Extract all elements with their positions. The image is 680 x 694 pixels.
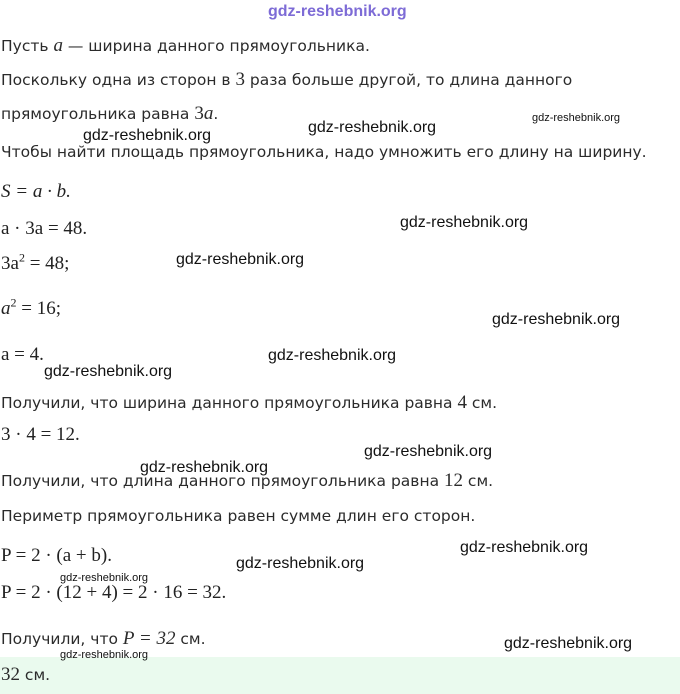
- answer: [1, 664, 50, 686]
- watermark: gdz-reshebnik.org: [83, 127, 212, 144]
- line-2-post: раза больше другой, то длина данного: [245, 71, 573, 89]
- watermark: gdz-reshebnik.org: [140, 459, 269, 476]
- watermark: gdz-reshebnik.org: [44, 363, 173, 380]
- line-3-var: a: [203, 103, 214, 124]
- line-4: Чтобы найти площадь прямоугольника, надо умножить его длину на ширину.: [1, 143, 647, 161]
- formula-a-value: a = 4.: [1, 344, 44, 365]
- line-2-pre: Поскольку одна из сторон в: [1, 71, 236, 89]
- line-3-post: .: [213, 105, 219, 123]
- formula-product: a · 3a = 48.: [1, 218, 88, 239]
- line-width-num: 4: [457, 392, 467, 413]
- line-1: [1, 35, 370, 57]
- line-width-post: см.: [466, 394, 498, 412]
- site-header-watermark: gdz-reshebnik.org: [268, 3, 407, 20]
- line-length-num: 12: [444, 470, 463, 491]
- watermark: gdz-reshebnik.org: [60, 572, 149, 584]
- watermark: gdz-reshebnik.org: [176, 251, 305, 268]
- line-2-num: 3: [235, 69, 245, 90]
- line-3: [1, 103, 218, 125]
- formula-a-squared-exp: 2: [10, 295, 17, 310]
- formula-3a-squared-rest: = 48;: [24, 253, 70, 274]
- formula-area: S = a · b.: [1, 181, 71, 202]
- formula-3a-squared-exp: 2: [18, 250, 25, 265]
- line-3-pre: прямоугольника равна: [1, 105, 195, 123]
- line-width-pre: Получили, что ширина данного прямоугольника равна: [1, 394, 458, 412]
- line-length-post: см.: [463, 472, 494, 490]
- line-perimeter-pre: Получили, что: [1, 630, 123, 648]
- line-1-post: — ширина данного прямоугольника.: [62, 37, 370, 55]
- formula-3a-squared: [1, 250, 70, 275]
- watermark: gdz-reshebnik.org: [400, 214, 529, 231]
- line-2: [1, 69, 572, 91]
- line-3-num: 3: [194, 103, 204, 124]
- watermark: gdz-reshebnik.org: [492, 311, 621, 328]
- line-1-pre: Пусть: [1, 37, 54, 55]
- line-width-result: [1, 392, 497, 414]
- watermark: gdz-reshebnik.org: [504, 635, 633, 652]
- watermark: gdz-reshebnik.org: [60, 649, 149, 661]
- formula-a-squared-base: a: [1, 298, 11, 319]
- watermark: gdz-reshebnik.org: [532, 112, 621, 124]
- answer-bar: [0, 657, 680, 694]
- line-perimeter-post: см.: [175, 630, 206, 648]
- formula-a-squared-rest: = 16;: [16, 298, 61, 319]
- watermark: gdz-reshebnik.org: [308, 119, 437, 136]
- answer-num: 32: [1, 664, 20, 685]
- line-perimeter-rule: Периметр прямоугольника равен сумме длин его сторон.: [1, 507, 476, 525]
- watermark: gdz-reshebnik.org: [268, 347, 397, 364]
- formula-a-squared: [1, 295, 61, 320]
- line-1-var: a: [53, 35, 63, 56]
- line-length-pre: Получили, что длина данного прямоугольника равна: [1, 472, 444, 490]
- watermark: gdz-reshebnik.org: [364, 443, 493, 460]
- answer-post: см.: [20, 666, 51, 684]
- line-perimeter-result: [1, 628, 206, 650]
- line-perimeter-eq: P = 32: [122, 628, 176, 649]
- watermark: gdz-reshebnik.org: [460, 539, 589, 556]
- formula-length: 3 · 4 = 12.: [1, 424, 80, 445]
- formula-3a-squared-base: 3a: [1, 253, 19, 274]
- formula-perimeter: P = 2 · (a + b).: [1, 545, 112, 566]
- watermark: gdz-reshebnik.org: [236, 555, 365, 572]
- formula-perimeter-calc: P = 2 · (12 + 4) = 2 · 16 = 32.: [1, 582, 227, 603]
